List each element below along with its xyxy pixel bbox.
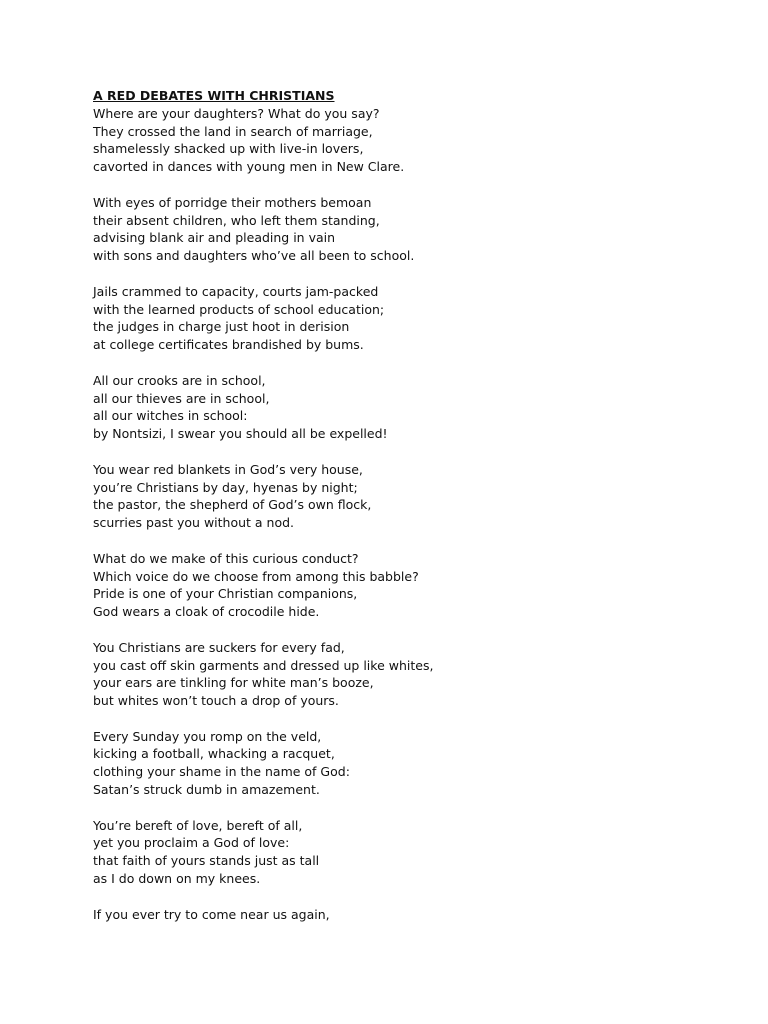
poem-line: What do we make of this curious conduct?	[93, 550, 359, 566]
poem-title: A RED DEBATES WITH CHRISTIANS	[93, 88, 335, 103]
poem-line: If you ever try to come near us again,	[93, 906, 330, 922]
stanza	[93, 639, 693, 710]
poem-line: as I do down on my knees.	[93, 871, 261, 887]
poem-line: Where are your daughters? What do you say?	[93, 105, 380, 121]
stanza	[93, 372, 693, 443]
poem-line: God wears a cloak of crocodile hide.	[93, 604, 320, 620]
poem-line: kicking a football, whacking a racquet,	[93, 746, 335, 762]
poem-line: the judges in charge just hoot in derision	[93, 319, 350, 335]
poem-line: You Christians are suckers for every fad,	[93, 639, 345, 655]
poem-line: Pride is one of your Christian companions,	[93, 586, 358, 602]
poem-line: scurries past you without a nod.	[93, 515, 295, 531]
poem	[93, 87, 693, 941]
poem-line: Which voice do we choose from among this babble?	[93, 568, 419, 584]
poem-line: Satan’s struck dumb in amazement.	[93, 782, 320, 798]
poem-line: Jails crammed to capacity, courts jam-packed	[93, 283, 379, 299]
stanza	[93, 461, 693, 532]
stanza	[93, 550, 693, 621]
poem-line: With eyes of porridge their mothers bemoan	[93, 194, 372, 210]
poem-line: the pastor, the shepherd of God’s own flock,	[93, 497, 372, 513]
poem-line: their absent children, who left them standing,	[93, 212, 380, 228]
poem-line: You’re bereft of love, bereft of all,	[93, 817, 303, 833]
stanza	[93, 105, 693, 176]
poem-line: cavorted in dances with young men in New Clare.	[93, 159, 405, 175]
poem-line: shamelessly shacked up with live-in lovers,	[93, 141, 364, 157]
poem-line: by Nontsizi, I swear you should all be expelled!	[93, 426, 388, 442]
poem-line: but whites won’t touch a drop of yours.	[93, 693, 339, 709]
poem-line: you cast off skin garments and dressed up like whites,	[93, 657, 434, 673]
stanza	[93, 817, 693, 888]
poem-line: you’re Christians by day, hyenas by night;	[93, 479, 358, 495]
poem-line: advising blank air and pleading in vain	[93, 230, 336, 246]
poem-line: all our witches in school:	[93, 408, 248, 424]
poem-line: clothing your shame in the name of God:	[93, 764, 350, 780]
poem-line: They crossed the land in search of marriage,	[93, 123, 373, 139]
poem-body	[93, 105, 693, 924]
poem-line: You wear red blankets in God’s very house,	[93, 461, 363, 477]
poem-line: yet you proclaim a God of love:	[93, 835, 290, 851]
poem-line: all our thieves are in school,	[93, 390, 270, 406]
stanza	[93, 906, 693, 924]
poem-line: at college certificates brandished by bums.	[93, 337, 364, 353]
poem-line: with sons and daughters who’ve all been to school.	[93, 248, 415, 264]
poem-line: your ears are tinkling for white man’s booze,	[93, 675, 374, 691]
stanza	[93, 194, 693, 265]
stanza	[93, 728, 693, 799]
poem-line: Every Sunday you romp on the veld,	[93, 728, 322, 744]
poem-line: that faith of yours stands just as tall	[93, 853, 320, 869]
poem-line: with the learned products of school education;	[93, 301, 385, 317]
poem-line: All our crooks are in school,	[93, 372, 266, 388]
stanza	[93, 283, 693, 354]
